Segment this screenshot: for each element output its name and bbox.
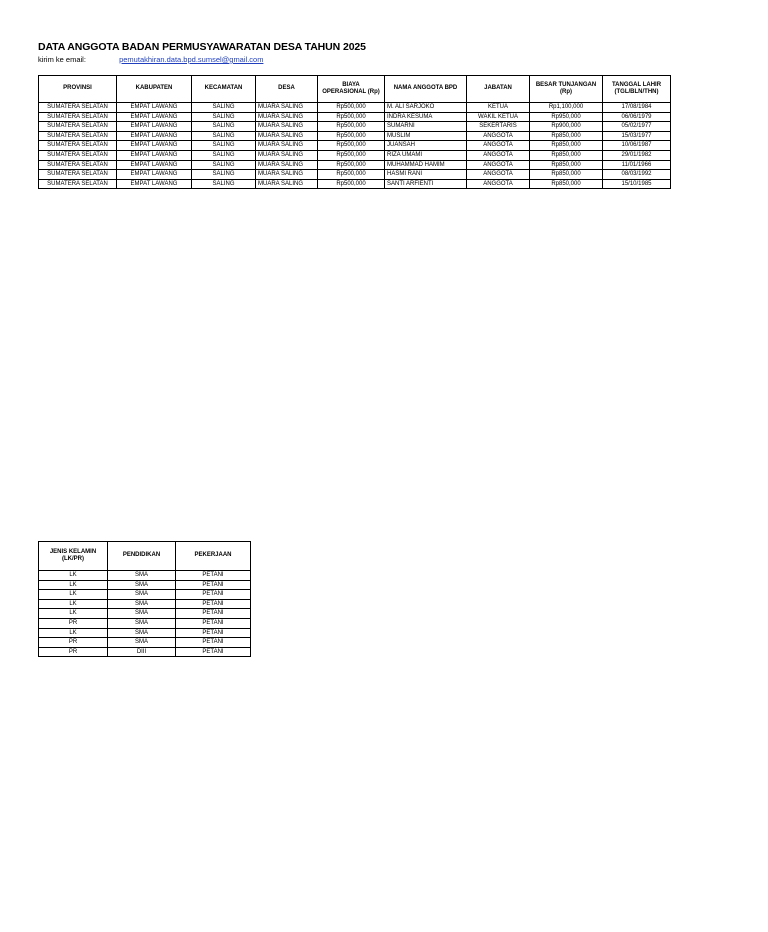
cell-tanggal-lahir: 05/02/1977 bbox=[603, 122, 671, 132]
member-data-table bbox=[38, 75, 671, 189]
cell-desa: MUARA SALING bbox=[256, 160, 318, 170]
cell-pekerjaan: PETANI bbox=[176, 647, 251, 657]
cell-jenis-kelamin: LK bbox=[39, 590, 108, 600]
cell-provinsi: SUMATERA SELATAN bbox=[39, 131, 117, 141]
cell-pendidikan: DIII bbox=[108, 647, 176, 657]
cell-nama-anggota: INDRA KESUMA bbox=[385, 112, 467, 122]
cell-desa: MUARA SALING bbox=[256, 150, 318, 160]
cell-nama-anggota: JUANSAH bbox=[385, 141, 467, 151]
cell-kecamatan: SALING bbox=[192, 150, 256, 160]
cell-kecamatan: SALING bbox=[192, 122, 256, 132]
table-row bbox=[39, 170, 671, 180]
cell-kabupaten: EMPAT LAWANG bbox=[117, 150, 192, 160]
cell-jabatan: WAKIL KETUA bbox=[467, 112, 530, 122]
cell-besar-tunjangan: Rp850,000 bbox=[530, 160, 603, 170]
cell-jenis-kelamin: LK bbox=[39, 609, 108, 619]
cell-pekerjaan: PETANI bbox=[176, 571, 251, 581]
header-desa: DESA bbox=[256, 76, 318, 103]
cell-biaya-operasional: Rp500,000 bbox=[318, 141, 385, 151]
cell-provinsi: SUMATERA SELATAN bbox=[39, 179, 117, 189]
table-row bbox=[39, 647, 251, 657]
cell-tanggal-lahir: 29/01/1982 bbox=[603, 150, 671, 160]
cell-pendidikan: SMA bbox=[108, 609, 176, 619]
main-table-header-row bbox=[39, 76, 671, 103]
header-pekerjaan: PEKERJAAN bbox=[176, 542, 251, 571]
header-kecamatan: KECAMATAN bbox=[192, 76, 256, 103]
email-row bbox=[38, 55, 263, 64]
cell-biaya-operasional: Rp500,000 bbox=[318, 160, 385, 170]
cell-nama-anggota: SANTI ARFIENTI bbox=[385, 179, 467, 189]
header-biaya-operasional: BIAYA OPERASIONAL (Rp) bbox=[318, 76, 385, 103]
table-row bbox=[39, 160, 671, 170]
cell-besar-tunjangan: Rp1,100,000 bbox=[530, 103, 603, 113]
cell-tanggal-lahir: 15/10/1985 bbox=[603, 179, 671, 189]
email-label: kirim ke email: bbox=[38, 55, 86, 64]
table-row bbox=[39, 122, 671, 132]
cell-desa: MUARA SALING bbox=[256, 179, 318, 189]
cell-nama-anggota: RIZA UMAMI bbox=[385, 150, 467, 160]
cell-kecamatan: SALING bbox=[192, 179, 256, 189]
cell-biaya-operasional: Rp500,000 bbox=[318, 112, 385, 122]
cell-besar-tunjangan: Rp850,000 bbox=[530, 170, 603, 180]
cell-jenis-kelamin: LK bbox=[39, 571, 108, 581]
cell-kabupaten: EMPAT LAWANG bbox=[117, 179, 192, 189]
cell-kabupaten: EMPAT LAWANG bbox=[117, 131, 192, 141]
cell-pekerjaan: PETANI bbox=[176, 599, 251, 609]
cell-jabatan: ANGGOTA bbox=[467, 170, 530, 180]
header-jabatan: JABATAN bbox=[467, 76, 530, 103]
cell-besar-tunjangan: Rp850,000 bbox=[530, 141, 603, 151]
sub-table-header-row bbox=[39, 542, 251, 571]
cell-provinsi: SUMATERA SELATAN bbox=[39, 112, 117, 122]
cell-jabatan: SEKERTARIS bbox=[467, 122, 530, 132]
table-row bbox=[39, 112, 671, 122]
cell-pendidikan: SMA bbox=[108, 580, 176, 590]
table-row bbox=[39, 609, 251, 619]
cell-nama-anggota: M. ALI SARJOKO bbox=[385, 103, 467, 113]
table-row bbox=[39, 571, 251, 581]
cell-jenis-kelamin: PR bbox=[39, 638, 108, 648]
header-besar-tunjangan: BESAR TUNJANGAN (Rp) bbox=[530, 76, 603, 103]
cell-kecamatan: SALING bbox=[192, 170, 256, 180]
cell-kabupaten: EMPAT LAWANG bbox=[117, 103, 192, 113]
cell-tanggal-lahir: 06/06/1979 bbox=[603, 112, 671, 122]
cell-kabupaten: EMPAT LAWANG bbox=[117, 122, 192, 132]
cell-jabatan: KETUA bbox=[467, 103, 530, 113]
cell-kecamatan: SALING bbox=[192, 103, 256, 113]
cell-besar-tunjangan: Rp850,000 bbox=[530, 131, 603, 141]
table-row bbox=[39, 590, 251, 600]
cell-provinsi: SUMATERA SELATAN bbox=[39, 160, 117, 170]
cell-desa: MUARA SALING bbox=[256, 122, 318, 132]
cell-provinsi: SUMATERA SELATAN bbox=[39, 122, 117, 132]
cell-jenis-kelamin: PR bbox=[39, 647, 108, 657]
email-link[interactable]: pemutakhiran.data.bpd.sumsel@gmail.com bbox=[119, 55, 264, 64]
cell-jenis-kelamin: LK bbox=[39, 599, 108, 609]
cell-pendidikan: SMA bbox=[108, 571, 176, 581]
cell-pekerjaan: PETANI bbox=[176, 638, 251, 648]
header-pendidikan: PENDIDIKAN bbox=[108, 542, 176, 571]
member-profile-table bbox=[38, 541, 251, 657]
table-row bbox=[39, 599, 251, 609]
cell-nama-anggota: MUHAMMAD HAMIM bbox=[385, 160, 467, 170]
table-row bbox=[39, 150, 671, 160]
table-row bbox=[39, 618, 251, 628]
cell-kecamatan: SALING bbox=[192, 160, 256, 170]
cell-biaya-operasional: Rp500,000 bbox=[318, 150, 385, 160]
cell-besar-tunjangan: Rp900,000 bbox=[530, 122, 603, 132]
header-provinsi: PROVINSI bbox=[39, 76, 117, 103]
cell-provinsi: SUMATERA SELATAN bbox=[39, 170, 117, 180]
cell-tanggal-lahir: 11/01/1966 bbox=[603, 160, 671, 170]
cell-provinsi: SUMATERA SELATAN bbox=[39, 103, 117, 113]
cell-jabatan: ANGGOTA bbox=[467, 179, 530, 189]
cell-pendidikan: SMA bbox=[108, 618, 176, 628]
header-jenis-kelamin: JENIS KELAMIN (LK/PR) bbox=[39, 542, 108, 571]
table-row bbox=[39, 141, 671, 151]
cell-desa: MUARA SALING bbox=[256, 112, 318, 122]
cell-pendidikan: SMA bbox=[108, 590, 176, 600]
cell-nama-anggota: HASMI RANI bbox=[385, 170, 467, 180]
table-row bbox=[39, 103, 671, 113]
table-row bbox=[39, 580, 251, 590]
cell-jabatan: ANGGOTA bbox=[467, 141, 530, 151]
cell-besar-tunjangan: Rp850,000 bbox=[530, 179, 603, 189]
cell-provinsi: SUMATERA SELATAN bbox=[39, 141, 117, 151]
cell-kecamatan: SALING bbox=[192, 112, 256, 122]
cell-jenis-kelamin: PR bbox=[39, 618, 108, 628]
cell-pekerjaan: PETANI bbox=[176, 580, 251, 590]
document-title: DATA ANGGOTA BADAN PERMUSYAWARATAN DESA TAHUN 2025 bbox=[38, 41, 366, 53]
cell-kecamatan: SALING bbox=[192, 131, 256, 141]
cell-kabupaten: EMPAT LAWANG bbox=[117, 112, 192, 122]
cell-tanggal-lahir: 17/08/1984 bbox=[603, 103, 671, 113]
cell-pekerjaan: PETANI bbox=[176, 590, 251, 600]
cell-tanggal-lahir: 15/03/1977 bbox=[603, 131, 671, 141]
table-row bbox=[39, 131, 671, 141]
cell-jenis-kelamin: LK bbox=[39, 628, 108, 638]
cell-kabupaten: EMPAT LAWANG bbox=[117, 170, 192, 180]
cell-pekerjaan: PETANI bbox=[176, 618, 251, 628]
cell-kabupaten: EMPAT LAWANG bbox=[117, 141, 192, 151]
table-row bbox=[39, 179, 671, 189]
cell-jabatan: ANGGOTA bbox=[467, 150, 530, 160]
cell-desa: MUARA SALING bbox=[256, 103, 318, 113]
cell-nama-anggota: SUMARNI bbox=[385, 122, 467, 132]
cell-jenis-kelamin: LK bbox=[39, 580, 108, 590]
cell-nama-anggota: MUSLIM bbox=[385, 131, 467, 141]
cell-desa: MUARA SALING bbox=[256, 131, 318, 141]
cell-desa: MUARA SALING bbox=[256, 141, 318, 151]
cell-desa: MUARA SALING bbox=[256, 170, 318, 180]
cell-biaya-operasional: Rp500,000 bbox=[318, 131, 385, 141]
cell-tanggal-lahir: 10/06/1987 bbox=[603, 141, 671, 151]
cell-besar-tunjangan: Rp850,000 bbox=[530, 150, 603, 160]
header-nama-anggota: NAMA ANGGOTA BPD bbox=[385, 76, 467, 103]
header-kabupaten: KABUPATEN bbox=[117, 76, 192, 103]
header-tanggal-lahir: TANGGAL LAHIR (TGL/BLN/THN) bbox=[603, 76, 671, 103]
cell-biaya-operasional: Rp500,000 bbox=[318, 179, 385, 189]
cell-kecamatan: SALING bbox=[192, 141, 256, 151]
cell-provinsi: SUMATERA SELATAN bbox=[39, 150, 117, 160]
table-row bbox=[39, 628, 251, 638]
cell-pekerjaan: PETANI bbox=[176, 609, 251, 619]
cell-kabupaten: EMPAT LAWANG bbox=[117, 160, 192, 170]
cell-biaya-operasional: Rp500,000 bbox=[318, 122, 385, 132]
cell-pendidikan: SMA bbox=[108, 638, 176, 648]
cell-biaya-operasional: Rp500,000 bbox=[318, 103, 385, 113]
cell-besar-tunjangan: Rp950,000 bbox=[530, 112, 603, 122]
cell-biaya-operasional: Rp500,000 bbox=[318, 170, 385, 180]
table-row bbox=[39, 638, 251, 648]
cell-pendidikan: SMA bbox=[108, 628, 176, 638]
cell-pendidikan: SMA bbox=[108, 599, 176, 609]
cell-tanggal-lahir: 08/03/1992 bbox=[603, 170, 671, 180]
cell-pekerjaan: PETANI bbox=[176, 628, 251, 638]
cell-jabatan: ANGGOTA bbox=[467, 160, 530, 170]
cell-jabatan: ANGGOTA bbox=[467, 131, 530, 141]
